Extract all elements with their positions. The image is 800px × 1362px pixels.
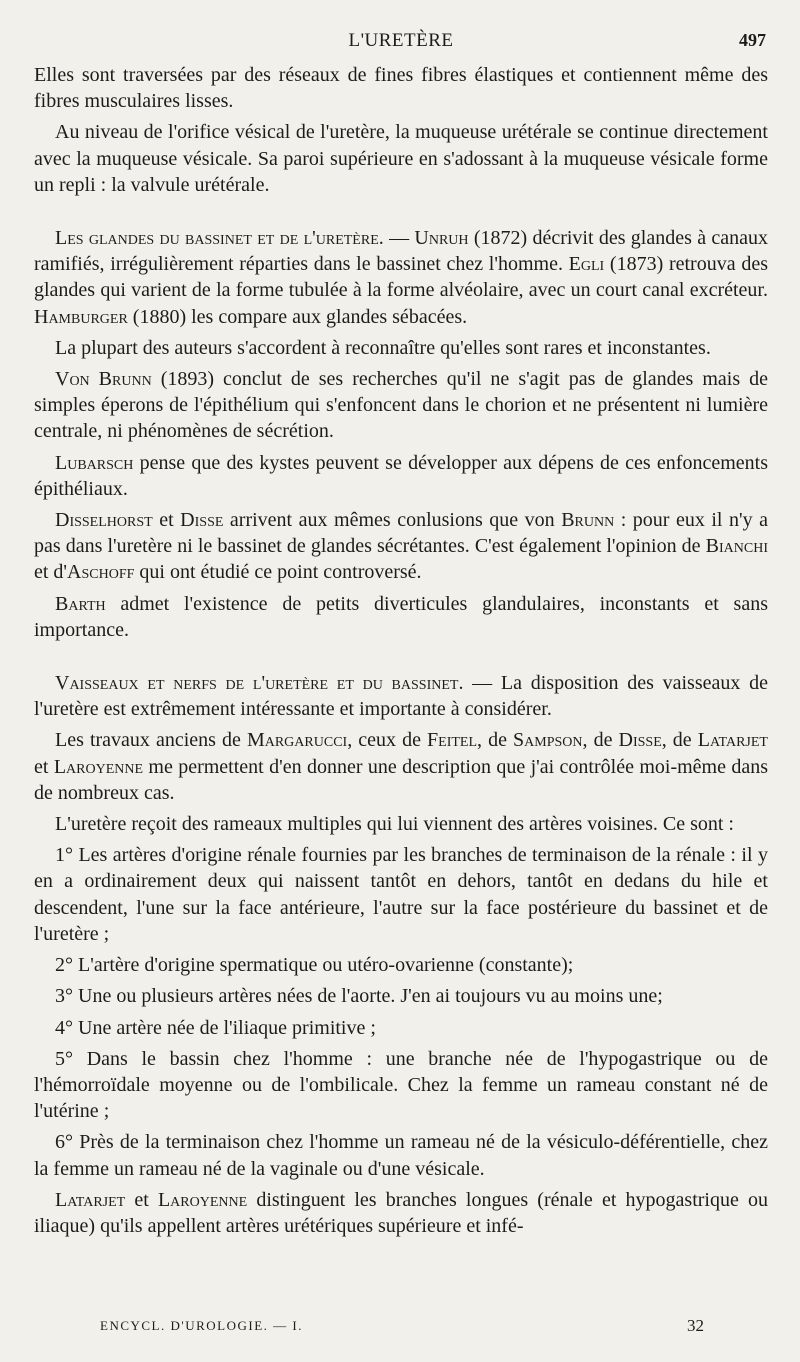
paragraph-vessels-intro bbox=[34, 670, 768, 722]
author-name: Feitel bbox=[427, 729, 478, 752]
text-run: , de bbox=[582, 729, 619, 752]
author-name: Disselhorst bbox=[55, 509, 153, 532]
text-run: me permettent d'en donner une description que j'ai contrôlée moi-même dans de nombreux cas. bbox=[34, 755, 769, 804]
author-name: Unruh bbox=[414, 227, 469, 250]
paragraph-orifice: Au niveau de l'orifice vésical de l'uretère, la muqueuse urétérale se continue directement avec la muqueuse vésicale. Sa paroi supérieure en s'adossant à la muqueuse vésicale forme un repli : la valvule urétérale. bbox=[34, 121, 768, 196]
page-body bbox=[34, 62, 768, 1239]
text-run: (1893) conclut de ses recherches qu'il ne s'agit pas de glandes mais de simples éperons de l'épithélium qui s'enfoncent dans le chorion et ne présentent ni lumière centrale, ni phénomènes de sécrétion. bbox=[34, 368, 768, 443]
list-item-artery-3: 3° Une ou plusieurs artères nées de l'aorte. J'en ai toujours vu au moins une; bbox=[55, 985, 663, 1008]
text-run: : pour eux il n'y a pas dans l'uretère ni le bassinet de glandes sécrétantes. C'est également l'opinion de bbox=[34, 509, 769, 558]
running-title: L'URETÈRE bbox=[348, 30, 454, 51]
text-run: et bbox=[152, 509, 181, 532]
footer-signature: ENCYCL. D'UROLOGIE. — I. bbox=[100, 1318, 303, 1333]
heading-dash: — bbox=[383, 227, 415, 250]
paragraph-travaux bbox=[34, 727, 768, 806]
author-name: Aschoff bbox=[67, 561, 135, 584]
paragraph-barth bbox=[34, 591, 768, 643]
paragraph-rameaux: L'uretère reçoit des rameaux multiples qui lui viennent des artères voisines. Ce sont : bbox=[55, 813, 734, 836]
text-run: qui ont étudié ce point controversé. bbox=[134, 561, 422, 584]
author-name: Barth bbox=[55, 592, 106, 615]
text-run: , de bbox=[661, 729, 698, 752]
text-run: , de bbox=[477, 729, 514, 752]
running-header bbox=[34, 26, 768, 62]
text-run: et bbox=[34, 755, 54, 778]
list-item-artery-1: 1° Les artères d'origine rénale fournies par les branches de terminaison de la rénale : il y en a ordinairement deux qui naissent tantôt en dehors, tantôt en dedans du hile et descendent, l'une sur la face antérieure, l'autre sur la face postérieure du bassinet et de l'uretère ; bbox=[34, 844, 768, 945]
author-name: Von Brunn bbox=[55, 368, 152, 391]
text-run: admet l'existence de petits diverticules glandulaires, inconstants et sans importance. bbox=[34, 592, 768, 641]
list-item-artery-6: 6° Près de la terminaison chez l'homme un rameau né de la vésiculo-déférentielle, chez la femme un rameau né de la vaginale ou d'une vésicale. bbox=[34, 1131, 768, 1180]
author-name: Bianchi bbox=[705, 535, 768, 558]
author-name: Latarjet bbox=[697, 729, 768, 752]
page-number: 497 bbox=[739, 30, 766, 50]
author-name: Latarjet bbox=[55, 1188, 126, 1211]
text-run: , ceux de bbox=[347, 729, 428, 752]
footer-sheet-number: 32 bbox=[687, 1316, 704, 1335]
author-name: Lubarsch bbox=[55, 451, 134, 474]
text-run: pense que des kystes peuvent se développer aux dépens de ces enfoncements épithéliaux. bbox=[34, 451, 768, 500]
text-run: et d' bbox=[34, 561, 68, 584]
text-run: Les travaux anciens de bbox=[55, 729, 247, 752]
heading-dash: — bbox=[463, 672, 501, 695]
list-item-artery-5: 5° Dans le bassin chez l'homme : une branche née de l'hypogastrique ou de l'hémorroïdale moyenne ou de l'ombilicale. Chez la femme un rameau constant né de l'utérine ; bbox=[34, 1047, 768, 1123]
text-run: (1872) décrivit des glandes à canaux ramifiés, irrégulièrement réparties dans le bassinet chez l'homme. bbox=[34, 227, 769, 276]
paragraph-glands-rare: La plupart des auteurs s'accordent à reconnaître qu'elles sont rares et inconstantes. bbox=[55, 336, 711, 359]
text-run: (1880) les compare aux glandes sébacées. bbox=[127, 305, 468, 328]
text-run: et bbox=[125, 1188, 158, 1211]
author-name: Brunn bbox=[561, 509, 615, 532]
list-item-artery-4: 4° Une artère née de l'iliaque primitive ; bbox=[55, 1016, 376, 1039]
list-item-artery-2: 2° L'artère d'origine spermatique ou utéro-ovarienne (constante); bbox=[55, 954, 574, 977]
section-heading-glands: Les glandes du bassinet et de l'uretère. bbox=[55, 227, 384, 250]
text-run: arrivent aux mêmes conlusions que von bbox=[223, 509, 562, 532]
paragraph-disselhorst bbox=[34, 507, 768, 586]
paragraph-lubarsch bbox=[34, 450, 768, 502]
author-name: Laroyenne bbox=[53, 755, 144, 778]
text-run: (1873) retrouva des glandes qui varient de la forme tubulée à la forme alvéolaire, avec un court canal excréteur. bbox=[34, 253, 768, 302]
author-name: Hamburger bbox=[34, 305, 128, 328]
paragraph-fibres: Elles sont traversées par des réseaux de fines fibres élastiques et contiennent même des fibres musculaires lisses. bbox=[34, 64, 768, 113]
author-name: Sampson bbox=[513, 729, 583, 752]
section-heading-vessels: Vaisseaux et nerfs de l'uretère et du bassinet. bbox=[55, 672, 464, 695]
author-name: Egli bbox=[568, 253, 605, 276]
author-name: Laroyenne bbox=[157, 1188, 248, 1211]
paragraph-von-brunn bbox=[34, 366, 768, 445]
author-name: Disse bbox=[618, 729, 662, 752]
author-name: Disse bbox=[180, 509, 224, 532]
author-name: Margarucci bbox=[246, 729, 348, 752]
text-run: La disposition des vaisseaux de l'uretère est extrêmement intéressante et importante à considérer. bbox=[34, 672, 768, 721]
text-run: distinguent les branches longues (rénale et hypogastrique ou iliaque) qu'ils appellent artères urétériques supérieure et infé- bbox=[34, 1188, 768, 1237]
paragraph-glands-intro bbox=[34, 225, 768, 330]
paragraph-latarjet bbox=[34, 1187, 768, 1239]
